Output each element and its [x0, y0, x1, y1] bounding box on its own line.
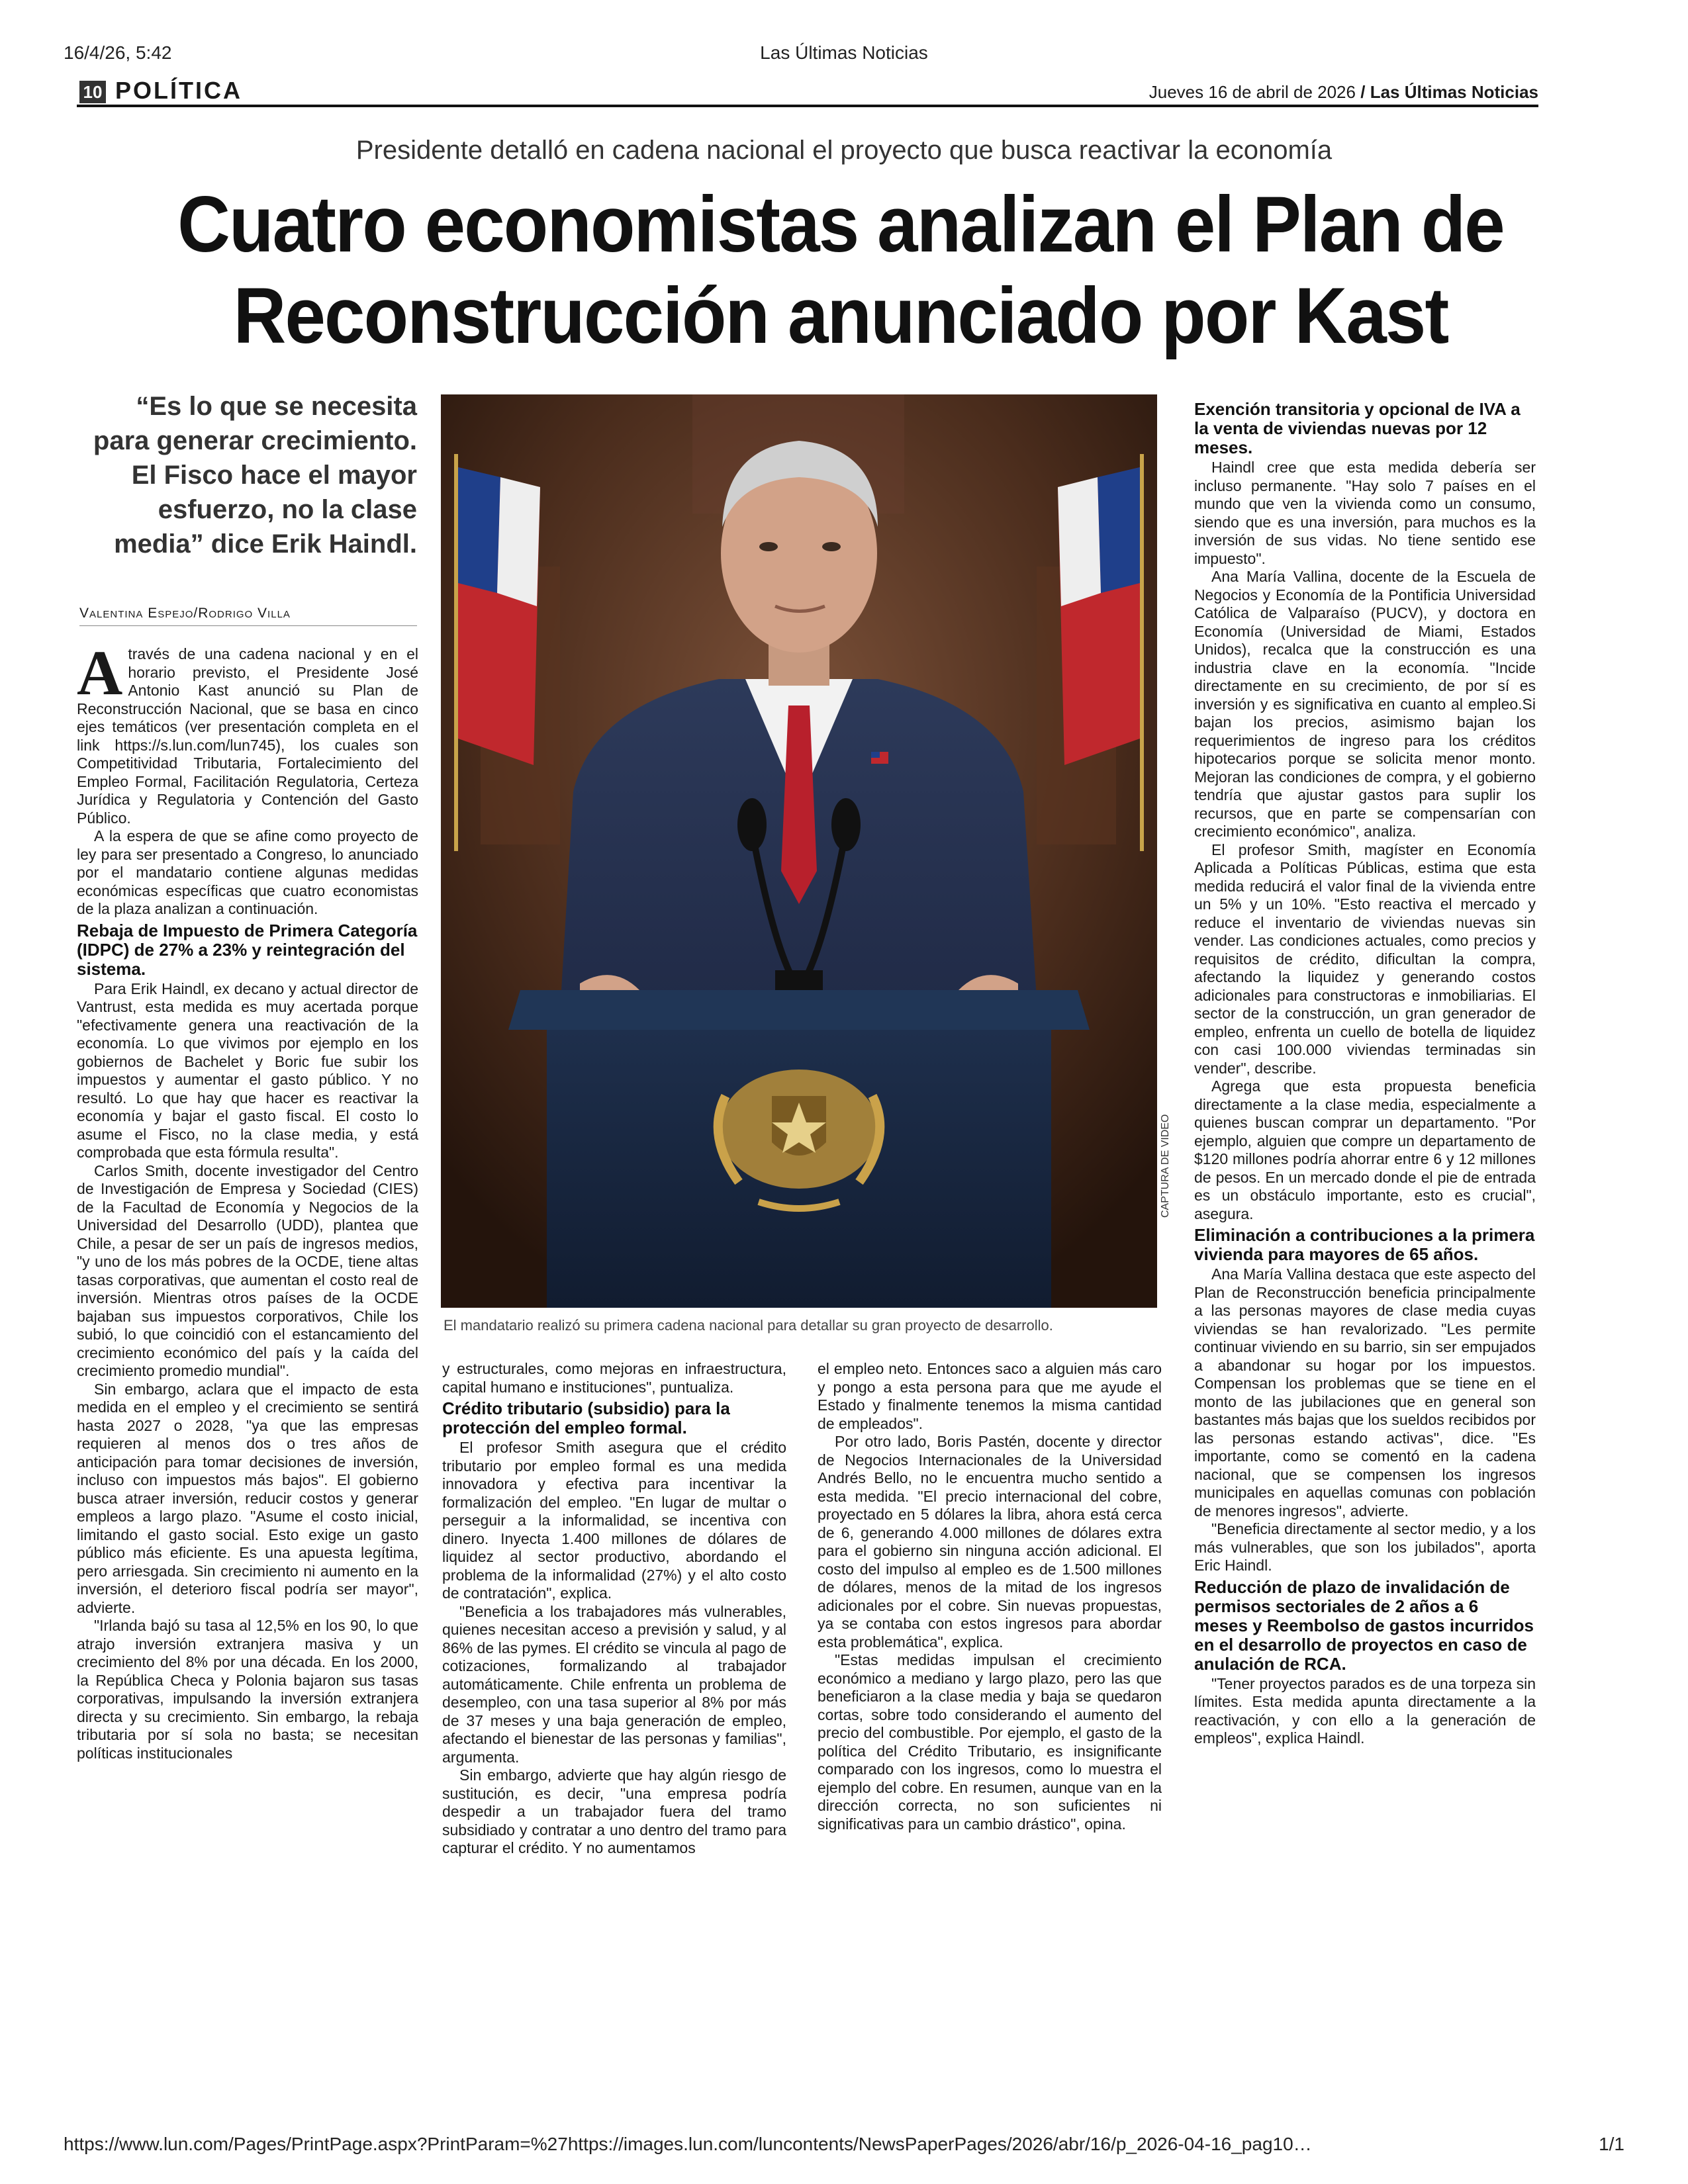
col3-paragraph-2: Por otro lado, Boris Pastén, docente y director de Negocios Internacionales de la Universidad Andrés Bello, no le encuentra mucho sentido a esta medida. "El precio internacional del cobre, proyectado en 5 dólares la libra, ahora está cerca de 6, generando 4.000 millones de dólares extra para el gobierno sin ninguna acción adicional. El costo del impulso al empleo es de 1.500 millones de dólares, menos de la mitad de los ingresos adicionales por el cobre. Sin nuevas propuestas, ya se contaba con estos ingresos para abordar esta problemática", explica.: [818, 1433, 1162, 1651]
col2-paragraph-3: "Beneficia a los trabajadores más vulnerables, quienes necesitan acceso a previsión y salud, y al 86% de las pymes. El crédito se vincula al pago de cotizaciones, formalizando al trabajador automáticamente. Chile enfrenta un problema de desempleo, con una tasa superior al 8% por más de 37 meses y una baja generación de empleo, afectando el bienestar de las personas y familias", argumenta.: [442, 1602, 786, 1766]
col1-paragraph-1: través de una cadena nacional y en el horario previsto, el Presidente José Antonio Kast anunció su Plan de Reconstrucción Nacional, que se basa en cinco ejes temáticos (ver presentación completa en el link https://s.lun.com/lun745), los cuales son Competitividad Tributaria, Fortalecimiento del Empleo Formal, Facilitación Regulatoria, Certeza Jurídica y Regulatoria y Contención del Gasto Público.: [77, 645, 418, 827]
print-datetime: 16/4/26, 5:42: [64, 42, 172, 63]
col2-paragraph-2: El profesor Smith asegura que el crédito tributario por empleo formal es una medida innovadora y efectiva para incentivar la formalización del empleo. "En lugar de multar o perseguir a la informalidad, se incentiva con dinero. Inyecta 1.400 millones de dólares de liquidez al sector productivo, abordando el problema de la informalidad (27%) y el alto costo de contratación", explica.: [442, 1439, 786, 1602]
article-column-1: [77, 637, 418, 1762]
col4-subheading-2: Eliminación a contribuciones a la primera vivienda para mayores de 65 años.: [1194, 1225, 1535, 1264]
col2-subheading-1: Crédito tributario (subsidio) para la protección del empleo formal.: [442, 1398, 730, 1437]
page-number-badge: 10: [79, 81, 106, 103]
col4-paragraph-5: Ana María Vallina destaca que este aspecto del Plan de Reconstrucción beneficia principalmente a las personas mayores de clase media cuyas viviendas se han revalorizado. "Les permite continuar viviendo en su barrio, sin ser empujados a abandonar su hogar por los impuestos. Compensan los problemas que se tiene en el monto de las jubilaciones que en general son bastantes más bajas que los sueldos recibidos por las personas estando activas", dice. "Es importante, como se comentó en la cadena nacional, que se compensen los ingresos municipales en aquellas comunas con población de menores ingresos", advierte.: [1194, 1265, 1536, 1520]
print-source-url: https://www.lun.com/Pages/PrintPage.aspx?PrintParam=%27https://images.lun.com/luncontents/NewsPaperPages/2026/abr/16/p_2026-04-16_pag10…: [64, 2134, 1312, 2154]
byline: Valentina Espejo/Rodrigo Villa: [79, 606, 417, 626]
photo-illustration: [441, 394, 1157, 1308]
col1-subheading-1: Rebaja de Impuesto de Primera Categoría (IDPC) de 27% a 23% y reintegración del sistema.: [77, 920, 418, 979]
drop-cap: A: [77, 637, 123, 708]
col4-subheading-1: Exención transitoria y opcional de IVA a la venta de viviendas nuevas por 12 meses.: [1194, 399, 1521, 457]
article-kicker: Presidente detalló en cadena nacional el proyecto que busca reactivar la economía: [355, 136, 1333, 165]
section-title: POLÍTICA: [115, 77, 242, 104]
photo-caption: El mandatario realizó su primera cadena nacional para detallar su gran proyecto de desarrollo.: [444, 1317, 1053, 1334]
col3-paragraph-3: "Estas medidas impulsan el crecimiento económico a mediano y largo plazo, pero las que beneficiaron a la clase media y baja se quedaron cortas, sobre todo considerando el aumento del precio del combustible. Por ejemplo, el gasto de la política del Crédito Tributario, es insignificante comparado con los ingresos, como lo muestra el ejemplo del cobre. En resumen, aunque van en la dirección correcta, no son suficientes ni significativas para un cambio drástico", opina.: [818, 1651, 1162, 1833]
col2-paragraph-4: Sin embargo, advierte que hay algún riesgo de sustitución, es decir, "una empresa podría despedir a un trabajador fuera del tramo subsidiado y contratar a uno dentro del tramo para capturar el crédito. Y no aumentamos: [442, 1766, 786, 1856]
paper-name: Las Últimas Noticias: [1370, 82, 1538, 102]
photo-credit: CAPTURA DE VIDEO: [1160, 1114, 1171, 1218]
col3-paragraph-1: el empleo neto. Entonces saco a alguien más caro y pongo a esta persona para que me ayude el Estado y finalmente tenemos la misma cantidad de empleados".: [818, 1360, 1162, 1432]
col4-paragraph-4: Agrega que esta propuesta beneficia directamente a la clase media, especialmente a quienes buscan comprar un departamento. "Por ejemplo, alguien que compre un departamento de $120 millones podría ahorrar entre 6 y 12 millones de pesos. En un mercado donde el pie de entrada es un obstáculo importante, esto es crucial", asegura.: [1194, 1077, 1536, 1222]
col1-paragraph-4: Carlos Smith, docente investigador del Centro de Investigación de Empresa y Sociedad (CIES) de la Facultad de Economía y Negocios de la Universidad del Desarrollo (UDD), plantea que Chile, a pesar de ser un país de ingresos medios, "y uno de los más pobres de la OCDE, tiene altas tasas corporativas, que aumentan el costo real de inversión. Mientras otros países de la OCDE bajaban sus impuestos corporativos, Chile los subió, lo que coincidió con el estancamiento del crecimiento económico del país y la caída del crecimiento promedio mundial".: [77, 1161, 418, 1379]
col1-paragraph-3: Para Erik Haindl, ex decano y actual director de Vantrust, esta medida es muy acertada porque "efectivamente genera una reactivación de la economía. Lo que vivimos por ejemplo en los gobiernos de Bachelet y Boric fue subir los impuestos y aumentar el gasto público. Y no resultó. Lo que hay que hacer es reactivar la economía y bajar el gasto fiscal. El costo lo asume el Fisco, no la clase media, y está comprobada que esta fórmula resulta".: [77, 979, 418, 1161]
print-page-title: Las Últimas Noticias: [760, 42, 928, 63]
article-headline: Cuatro economistas analizan el Plan de Reconstrucción anunciado por Kast: [177, 180, 1504, 360]
col1-paragraph-2: A la espera de que se afine como proyecto de ley para ser presentado a Congreso, lo anunciado por el mandatario contiene algunas medidas económicas específicas que cuatro economistas de la plaza analizan a continuación.: [77, 827, 418, 917]
col4-paragraph-1: Haindl cree que esta medida debería ser incluso permanente. "Hay solo 7 países en el mundo que ven la vivienda como un consumo, siendo que es una inversión, para muchos es la inversión de sus vidas. No tiene sentido ese impuesto".: [1194, 459, 1536, 567]
col2-paragraph-1: y estructurales, como mejoras en infraestructura, capital humano e instituciones", puntualiza.: [442, 1360, 786, 1396]
president-photo: [441, 394, 1157, 1308]
col4-paragraph-2: Ana María Vallina, docente de la Escuela de Negocios y Economía de la Pontificia Universidad Católica de Valparaíso (PUCV), y doctora en Economía (Universidad de Miami, Estados Unidos), recalca que la construcción es una industria clave en la economía. "Incide directamente en su crecimiento, de por sí es inversión y es significativa en cuanto al empleo.Si bajan los precios, asimismo bajan los requerimientos de ingreso para los créditos hipotecarios porque se solicita menor monto. Mejoran las condiciones de compra, y el gobierno tendría que ajustar gastos para suplir los recursos, que en parte se compensarían con crecimiento económico", analiza.: [1194, 568, 1536, 840]
article-column-3: [818, 1360, 1162, 1833]
col4-paragraph-3: El profesor Smith, magíster en Economía Aplicada a Políticas Públicas, estima que esta medida reducirá el valor final de la vivienda entre un 5% y un 10%. "Esto reactiva el mercado y reduce el inventario de viviendas nuevas sin vender. Las condiciones actuales, como precios y requisitos de crédito, dificultan la compra, afectando la liquidez y generando costos adicionales para constructoras e inmobiliarias. El sector de la construcción, un gran generador de empleo, enfrenta un cuello de botella de liquidez con casi 100.000 viviendas terminadas sin vender", describe.: [1194, 841, 1536, 1077]
col4-subheading-3: Reducción de plazo de invalidación de permisos sectoriales de 2 años a 6 meses y Reembolso de gastos incurridos en el desarrollo de proyectos en caso de anulación de RCA.: [1194, 1576, 1534, 1674]
article-column-4: [1194, 400, 1536, 1748]
print-page-count: 1/1: [1599, 2134, 1624, 2154]
article-column-2: [442, 1360, 786, 1858]
col1-paragraph-6: "Irlanda bajó su tasa al 12,5% en los 90, lo que atrajo inversión extranjera masiva y un crecimiento del 8% por una década. En los 2000, la República Checa y Polonia bajaron sus tasas corporativas, impulsando la inversión extranjera directa y su crecimiento. Sin embargo, la rebaja tributaria por sí sola no basta; se necesitan políticas institucionales: [77, 1617, 418, 1762]
issue-separator: /: [1360, 82, 1366, 102]
issue-date: Jueves 16 de abril de 2026: [1149, 82, 1356, 102]
col1-paragraph-5: Sin embargo, aclara que el impacto de esta medida en el empleo y el crecimiento se sentirá hasta 2027 o 2028, "ya que las empresas requieren al menos dos o tres años de anticipación para tomar decisiones de inversión, incluso con impuestos más bajos". El gobierno busca atraer inversión, reducir costos y generar empleos a largo plazo. "Asume el costo inicial, limitando el gasto social. Esto exige un gasto público más eficiente. Es una apuesta legítima, pero arriesgada. Sin crecimiento ni aumento en la inversión, el deterioro fiscal podría ser mayor", advierte.: [77, 1380, 418, 1616]
issue-line: [1149, 82, 1538, 103]
pull-quote: “Es lo que se necesita para generar crecimiento. El Fisco hace el mayor esfuerzo, no la clase media” dice Erik Haindl.: [93, 392, 417, 559]
col4-paragraph-6: "Beneficia directamente al sector medio, y a los más vulnerables, que son los jubilados", aporta Eric Haindl.: [1194, 1520, 1536, 1574]
col4-paragraph-7: "Tener proyectos parados es de una torpeza sin límites. Esta medida apunta directamente a la reactivación, y con ello a la generación de empleos", explica Haindl.: [1194, 1674, 1536, 1747]
